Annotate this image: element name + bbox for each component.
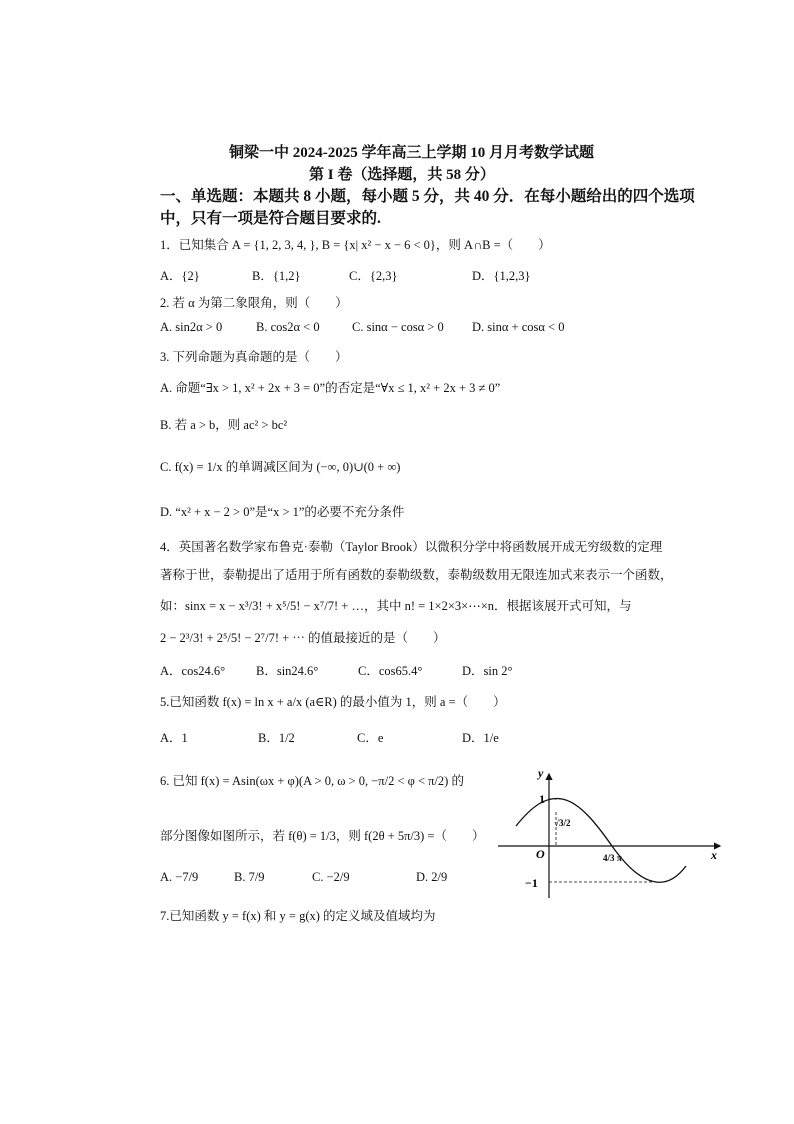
q1-option-d: D．{1,2,3} <box>472 269 531 283</box>
q4-option-b: B．sin24.6° <box>256 664 319 678</box>
q6-option-a: A. −7/9 <box>160 870 199 884</box>
q1-stem: 1．已知集合 A = {1, 2, 3, 4, }, B = {x| x² − x − 6 < 0}，则 A∩B =（ ） <box>160 238 551 252</box>
exam-title: 铜梁一中 2024-2025 学年高三上学期 10 月月考数学试题 <box>229 145 594 161</box>
q6-line2: 部分图像如图所示，若 f(θ) = 1/3，则 f(2θ + 5π/3) =（ ） <box>160 829 485 843</box>
q2-option-b: B. cos2α < 0 <box>256 320 320 334</box>
section-heading-line2: 中，只有一项是符合题目要求的. <box>160 210 381 227</box>
q5-option-c: C．e <box>357 731 384 745</box>
q4-line1: 4．英国著名数学家布鲁克·泰勒（Taylor Brook）以微积分学中将函数展开成无穷级数的定理 <box>160 540 663 554</box>
q4-option-d: D．sin 2° <box>462 664 513 678</box>
y-axis-label: y <box>538 766 544 780</box>
x-axis-label: x <box>711 848 717 862</box>
sine-curve <box>516 798 686 882</box>
q3-stem: 3. 下列命题为真命题的是（ ） <box>160 350 348 364</box>
origin-label: O <box>536 847 545 861</box>
q5-option-d: D．1/e <box>462 731 499 745</box>
exam-subtitle: 第 I 卷（选择题，共 58 分） <box>309 167 495 183</box>
q6-option-c: C. −2/9 <box>312 870 350 884</box>
q4-line2: 著称于世，泰勒提出了适用于所有函数的泰勒级数，泰勒级数用无限连加式来表示一个函数， <box>160 568 673 582</box>
y-tick-root3-over-2: √3/2 <box>554 818 571 828</box>
q1-option-a: A．{2} <box>160 269 200 283</box>
q2-stem: 2. 若 α 为第二象限角，则（ ） <box>160 296 348 310</box>
x-tick-4-3-pi: 4/3 π <box>603 853 622 863</box>
q5-option-a: A．1 <box>160 731 188 745</box>
q1-option-c: C．{2,3} <box>349 269 398 283</box>
q5-stem: 5.已知函数 f(x) = ln x + a/x (a∈R) 的最小值为 1，则 a =（ ） <box>160 695 506 709</box>
section-heading-line1: 一、单选题：本题共 8 小题，每小题 5 分，共 40 分．在每小题给出的四个选项 <box>160 188 695 205</box>
q6-option-d: D. 2/9 <box>416 870 448 884</box>
q4-option-c: C．cos65.4° <box>358 664 423 678</box>
q3-option-d: D. “x² + x − 2 > 0”是“x > 1”的必要不充分条件 <box>160 505 405 519</box>
q3-option-b: B. 若 a > b，则 ac² > bc² <box>160 418 288 432</box>
q2-option-a: A. sin2α > 0 <box>160 320 223 334</box>
q1-option-b: B．{1,2} <box>252 269 301 283</box>
q4-line3: 如：sinx = x − x³/3! + x⁵/5! − x⁷/7! + …，其中 n! = 1×2×3×⋯×n．根据该展开式可知，与 <box>160 599 632 613</box>
q6-option-b: B. 7/9 <box>234 870 265 884</box>
q3-option-a: A. 命题“∃x > 1, x² + 2x + 3 = 0”的否定是“∀x ≤ 1, x² + 2x + 3 ≠ 0” <box>160 381 501 395</box>
y-tick-1: 1 <box>539 792 545 806</box>
q6-line1: 6. 已知 f(x) = Asin(ωx + φ)(A > 0, ω > 0, −π/2 < φ < π/2) 的 <box>160 774 464 788</box>
y-tick-minus-1: −1 <box>525 876 538 890</box>
q4-line4: 2 − 2³/3! + 2⁵/5! − 2⁷/7! + ⋯ 的值最接近的是（ ） <box>160 631 446 645</box>
q4-option-a: A．cos24.6° <box>160 664 226 678</box>
q5-option-b: B．1/2 <box>258 731 295 745</box>
q2-option-d: D. sinα + cosα < 0 <box>472 320 565 334</box>
q6-sine-graph <box>494 764 734 904</box>
q7-stem: 7.已知函数 y = f(x) 和 y = g(x) 的定义域及值域均为 <box>160 909 436 923</box>
q2-option-c: C. sinα − cosα > 0 <box>352 320 444 334</box>
q3-option-c: C. f(x) = 1/x 的单调减区间为 (−∞, 0)∪(0 + ∞) <box>160 460 401 474</box>
